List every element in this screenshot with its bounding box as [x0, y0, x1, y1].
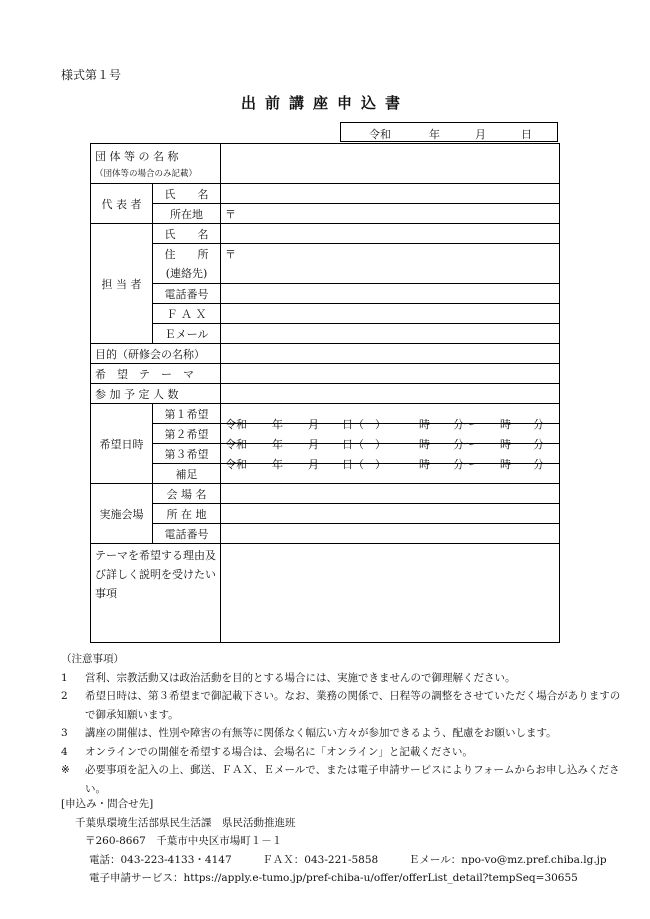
form-number: 様式第１号	[61, 68, 122, 82]
venue-name-field[interactable]	[221, 484, 560, 504]
note-item: 4 オンラインでの開催を希望する場合は、会場名に「オンライン」と記載ください。	[61, 745, 473, 758]
schedule-choice-3-field[interactable]: 令和 年 月 日（ ） 時 分〜 時 分	[221, 444, 560, 464]
notes-section	[61, 650, 621, 798]
schedule-supplement-label: 補足	[153, 464, 221, 484]
org-name-label-text: 団 体 等 の 名 称	[95, 150, 179, 163]
attendees-field[interactable]	[221, 384, 560, 404]
representative-name-field[interactable]	[221, 184, 560, 204]
contact-address: 〒260-8667 千葉市中央区市場町１－１	[85, 835, 283, 847]
date-era: 令和	[369, 128, 391, 141]
org-name-field[interactable]	[221, 144, 560, 184]
contact-address-field[interactable]	[221, 244, 560, 264]
contact-department: 千葉県環境生活部県民生活課 県民活動推進班	[75, 816, 296, 829]
contact-tel: 電話：043-223-4133・4147	[89, 853, 232, 866]
contact-person-label: 担 当 者	[91, 224, 153, 344]
note-item: 2 希望日時は、第３希望まで御記載下さい。なお、業務の関係で、日程等の調整をさせていただく場合がありますので御承知願います。	[61, 690, 621, 721]
representative-label: 代 表 者	[91, 184, 153, 224]
contact-fax: ＦＡＸ：043-221-5858	[262, 853, 379, 866]
org-name-label	[91, 144, 221, 184]
venue-phone-label: 電話番号	[153, 524, 221, 544]
attendees-label: 参 加 予 定 人 数	[91, 384, 221, 404]
purpose-field[interactable]	[221, 344, 560, 364]
representative-address-field[interactable]	[221, 204, 560, 224]
date-month: 月	[475, 128, 486, 141]
venue-phone-field[interactable]	[221, 524, 560, 544]
date-year: 年	[429, 128, 440, 141]
note-item: 3 講座の開催は、性別や障害の有無等に関係なく幅広い方々が参加できるよう、配慮をお願いします。	[61, 727, 557, 739]
notes-heading: （注意事項）	[61, 653, 124, 665]
representative-name-label: 氏 名	[153, 184, 221, 204]
contact-fax-label: Ｆ Ａ Ｘ	[153, 304, 221, 324]
contact-address-label: 住 所	[153, 244, 221, 264]
contact-heading: [申込み・問合せ先]	[61, 798, 154, 810]
contact-address-sub: (連絡先)	[153, 264, 221, 284]
venue-label: 実施会場	[91, 484, 153, 544]
contact-name-label: 氏 名	[153, 224, 221, 244]
page-title: 出前講座申込書	[240, 94, 409, 112]
reason-label: テーマを希望する理由及び詳しく説明を受けたい事項	[91, 544, 221, 643]
application-form-table	[90, 143, 560, 643]
schedule-choice-2-label: 第２希望	[153, 424, 221, 444]
contact-phone-fax-email	[61, 851, 641, 870]
schedule-choice-3-label: 第３希望	[153, 444, 221, 464]
schedule-label: 希望日時	[91, 404, 153, 484]
schedule-choice-1-field[interactable]: 令和 年 月 日（ ） 時 分〜 時 分	[221, 404, 560, 424]
schedule-choice-2-field[interactable]: 令和 年 月 日（ ） 時 分〜 時 分	[221, 424, 560, 444]
postal-mark: 〒	[225, 207, 237, 221]
note-item: ※ 必要事項を記入の上、郵送、ＦＡＸ、Ｅメールで、または電子申請サービスによりフォームからお申し込みください。	[61, 764, 620, 795]
date-day: 日	[521, 128, 532, 141]
theme-field[interactable]	[221, 364, 560, 384]
schedule-choice-1-label: 第１希望	[153, 404, 221, 424]
contact-address-field-2[interactable]	[221, 264, 560, 284]
postal-mark: 〒	[225, 247, 237, 261]
contact-online-link[interactable]: 電子申請サービス：https://apply.e-tumo.jp/pref-chiba-u/offer/offerList_detail?tempSeq=30655	[89, 872, 578, 884]
contact-phone-label: 電話番号	[153, 284, 221, 304]
note-item: 1 営利、宗教活動又は政治活動を目的とする場合には、実施できませんので御理解ください。	[61, 671, 516, 684]
org-name-note: （団体等の場合のみ記載）	[95, 169, 198, 179]
theme-label: 希 望 テ ー マ	[91, 364, 221, 384]
venue-address-field[interactable]	[221, 504, 560, 524]
contact-section	[61, 795, 641, 888]
contact-email-field[interactable]	[221, 324, 560, 344]
contact-email-label: Ｅメール	[153, 324, 221, 344]
contact-fax-field[interactable]	[221, 304, 560, 324]
reason-field[interactable]	[221, 544, 560, 643]
representative-address-label: 所在地	[153, 204, 221, 224]
contact-email-link[interactable]: Ｅメール：npo-vo@mz.pref.chiba.lg.jp	[408, 853, 607, 866]
application-date[interactable]	[340, 122, 558, 142]
venue-address-label: 所 在 地	[153, 504, 221, 524]
venue-name-label: 会 場 名	[153, 484, 221, 504]
contact-phone-field[interactable]	[221, 284, 560, 304]
contact-name-field[interactable]	[221, 224, 560, 244]
purpose-label: 目的（研修会の名称）	[91, 344, 221, 364]
